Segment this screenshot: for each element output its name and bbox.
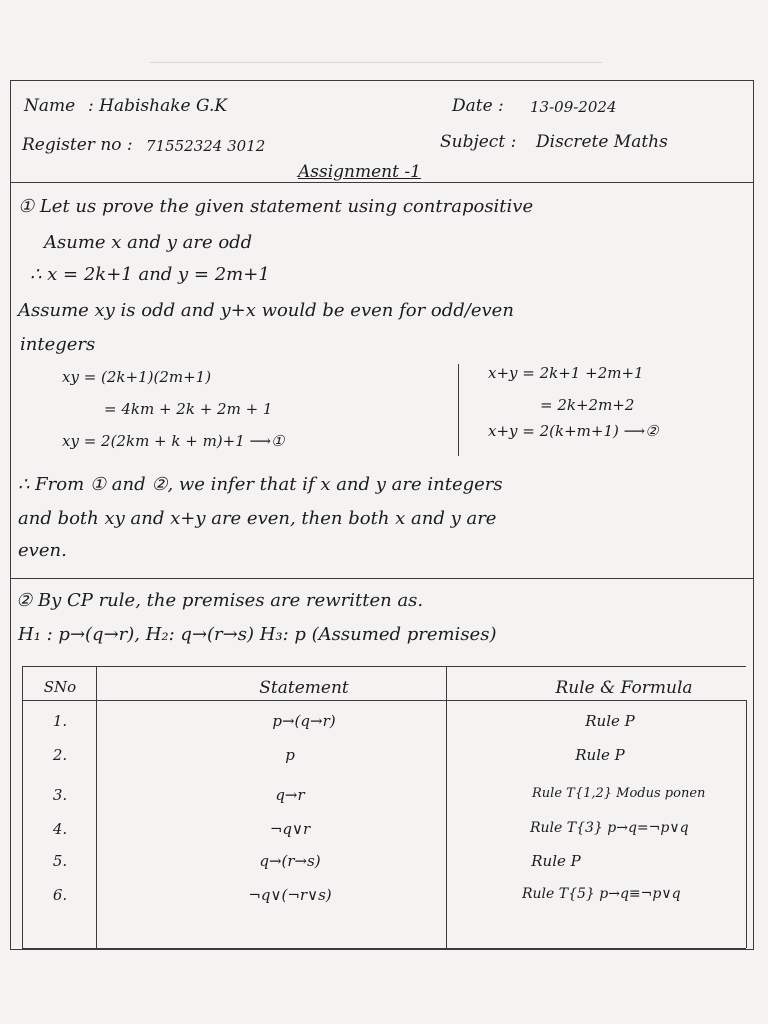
table-bottom-border [22, 948, 746, 949]
row-3-statement: q→r [275, 786, 305, 804]
row-2-rule: Rule P [575, 746, 625, 764]
q2-intro: ② By CP rule, the premises are rewritten as. [16, 590, 424, 611]
left-equation-1: xy = (2k+1)(2m+1) [62, 368, 212, 386]
row-4-rule: Rule T{3} p→q=¬p∨q [530, 820, 689, 836]
table-header-border [22, 700, 746, 701]
header-sno: SNo [43, 678, 77, 696]
assignment-title: Assignment -1 [298, 162, 421, 182]
q1-conclusion-2: and both xy and x+y are even, then both x and y are [18, 508, 497, 529]
row-5-sno: 5. [52, 852, 68, 870]
q1-assume: Asume x and y are odd [44, 232, 253, 253]
header-statement: Statement [259, 678, 349, 698]
q1-conclusion-3: even. [18, 540, 67, 561]
top-edge-line [150, 62, 602, 63]
row-4-statement: ¬q∨r [269, 820, 311, 838]
row-2-statement: p [285, 746, 295, 764]
row-1-rule: Rule P [585, 712, 635, 730]
register-value: 71552324 3012 [146, 137, 266, 155]
date-label: Date : [452, 96, 504, 116]
table-col-divider-1 [96, 666, 97, 948]
q2-premises: H₁ : p→(q→r), H₂: q→(r→s) H₃: p (Assumed premises) [18, 624, 497, 645]
row-5-statement: q→(r→s) [259, 852, 321, 870]
table-right-border [746, 700, 747, 948]
question-divider [10, 578, 754, 579]
date-value: 13-09-2024 [530, 98, 617, 116]
subject-value: Discrete Maths [536, 132, 668, 152]
left-equation-3: xy = 2(2km + k + m)+1 ⟶① [62, 432, 285, 450]
q1-assume-line1: Assume xy is odd and y+x would be even for odd/even [18, 300, 514, 321]
q1-intro: ① Let us prove the given statement using contrapositive [18, 196, 534, 217]
equation-separator [458, 364, 459, 456]
q1-assume-line2: integers [20, 334, 96, 355]
name-value: : Habishake G.K [88, 96, 228, 116]
row-3-sno: 3. [52, 786, 68, 804]
row-6-sno: 6. [52, 886, 68, 904]
left-equation-2: = 4km + 2k + 2m + 1 [104, 400, 273, 418]
q1-conclusion-1: ∴ From ① and ②, we infer that if x and y are integers [18, 474, 503, 495]
row-1-statement: p→(q→r) [272, 712, 336, 730]
name-label: Name [24, 96, 76, 116]
table-top-border [22, 666, 746, 667]
q1-therefore: ∴ x = 2k+1 and y = 2m+1 [30, 264, 270, 285]
table-col-divider-2 [446, 666, 447, 948]
header-rule-formula: Rule & Formula [555, 678, 693, 698]
right-equation-1: x+y = 2k+1 +2m+1 [488, 364, 644, 382]
row-6-statement: ¬q∨(¬r∨s) [248, 886, 332, 904]
row-6-rule: Rule T{5} p→q≡¬p∨q [522, 886, 681, 902]
table-left-border [22, 666, 23, 948]
row-3-rule: Rule T{1,2} Modus ponen [532, 786, 706, 801]
row-5-rule: Rule P [531, 852, 581, 870]
register-label: Register no : [22, 135, 133, 155]
row-4-sno: 4. [52, 820, 68, 838]
subject-label: Subject : [440, 132, 517, 152]
right-equation-3: x+y = 2(k+m+1) ⟶② [488, 422, 659, 440]
header-divider [10, 182, 754, 183]
row-1-sno: 1. [52, 712, 68, 730]
right-equation-2: = 2k+2m+2 [540, 396, 635, 414]
row-2-sno: 2. [52, 746, 68, 764]
